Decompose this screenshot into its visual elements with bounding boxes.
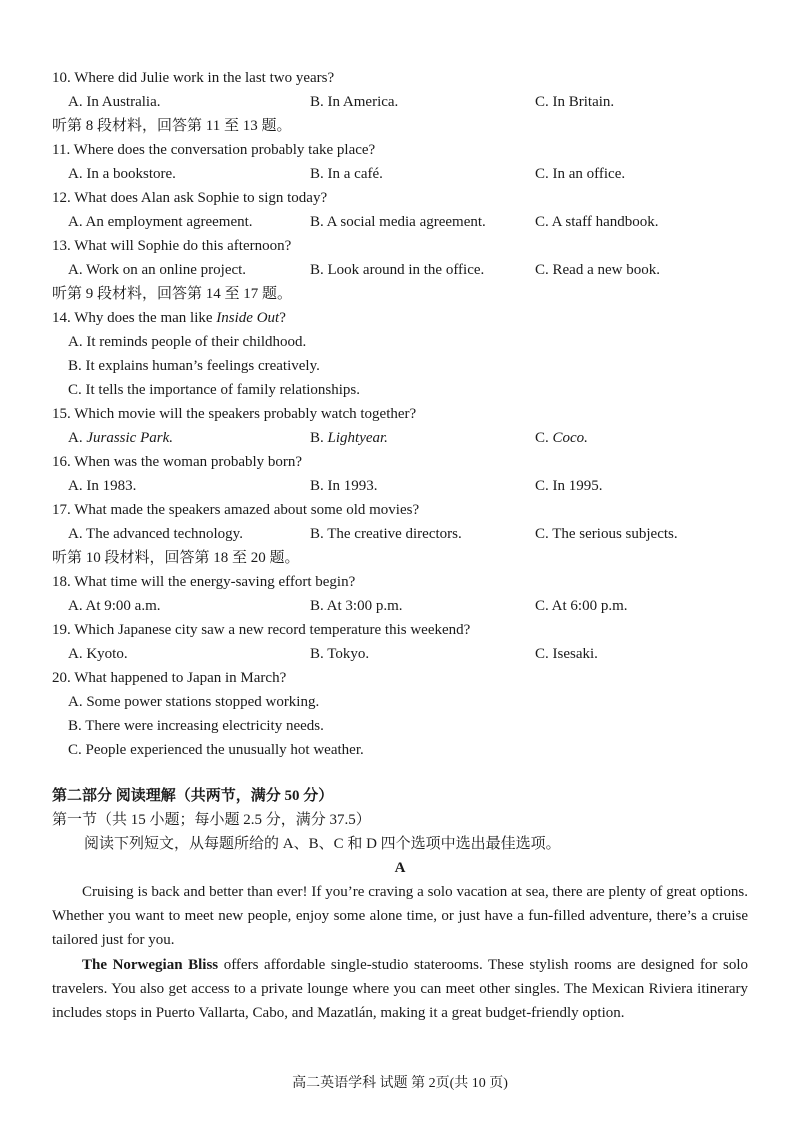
section-8-instruction: 听第 8 段材料，回答第 11 至 13 题。 [52,118,292,134]
section-9-instruction: 听第 9 段材料，回答第 14 至 17 题。 [52,286,293,302]
q18-option-a: A. At 9:00 a.m. [68,598,161,614]
q12-option-c: C. A staff handbook. [535,214,659,230]
q14-option-a: A. It reminds people of their childhood. [68,334,307,350]
question-11: 11. Where does the conversation probably take place? [52,142,376,158]
q14-option-c: C. It tells the importance of family relationships. [68,382,361,398]
q14-movie-title: Inside Out [216,310,280,326]
q17-option-c: C. The serious subjects. [535,526,678,542]
q15-c-title: Coco. [552,430,588,446]
question-16: 16. When was the woman probably born? [52,454,303,470]
q17-option-a: A. The advanced technology. [68,526,243,542]
q16-option-c: C. In 1995. [535,478,603,494]
q16-option-b: B. In 1993. [310,478,378,494]
part2-heading: 第二部分 阅读理解（共两节，满分 50 分） [52,788,334,804]
q15-c-prefix: C. [535,430,553,446]
q11-option-c: C. In an office. [535,166,626,182]
q14-text-post: ? [279,310,286,326]
part2-section1: 第一节（共 15 小题；每小题 2.5 分，满分 37.5） [52,812,371,828]
q20-option-a: A. Some power stations stopped working. [68,694,320,710]
q15-b-title: Lightyear. [327,430,388,446]
question-14 [52,308,286,328]
q15-option-b [310,428,388,448]
q18-option-c: C. At 6:00 p.m. [535,598,628,614]
q12-option-b: B. A social media agreement. [310,214,486,230]
question-15: 15. Which movie will the speakers probably watch together? [52,406,417,422]
passage-paragraph-2 [52,953,748,1025]
q15-a-prefix: A. [68,430,87,446]
q14-text-pre: 14. Why does the man like [52,310,217,326]
question-12: 12. What does Alan ask Sophie to sign today? [52,190,328,206]
q17-option-b: B. The creative directors. [310,526,462,542]
q16-option-a: A. In 1983. [68,478,137,494]
question-18: 18. What time will the energy-saving effort begin? [52,574,356,590]
question-10: 10. Where did Julie work in the last two years? [52,70,335,86]
question-13: 13. What will Sophie do this afternoon? [52,238,292,254]
q19-option-c: C. Isesaki. [535,646,598,662]
question-17: 17. What made the speakers amazed about some old movies? [52,502,420,518]
page-footer: 高二英语学科 试题 第 2页(共 10 页) [292,1076,508,1091]
q10-option-b: B. In America. [310,94,399,110]
q14-option-b: B. It explains human’s feelings creatively. [68,358,320,374]
q15-option-a [68,428,173,448]
question-19: 19. Which Japanese city saw a new record temperature this weekend? [52,622,471,638]
part2-instruction: 阅读下列短文，从每题所给的 A、B、C 和 D 四个选项中选出最佳选项。 [84,836,561,852]
q13-option-c: C. Read a new book. [535,262,660,278]
q10-option-a: A. In Australia. [68,94,161,110]
paragraph-2-text: offers affordable single-studio staterooms. These stylish rooms are designed for solo travelers. You also get access to a private lounge where you can meet other singles. The Mexican Riviera itinerary includes stops in Puerto Vallarta, Cabo, and Mazatlán, making it a great budget-friendly option. [52,957,748,1021]
q19-option-b: B. Tokyo. [310,646,370,662]
q20-option-c: C. People experienced the unusually hot weather. [68,742,364,758]
q13-option-a: A. Work on an online project. [68,262,247,278]
q10-option-c: C. In Britain. [535,94,615,110]
q15-a-title: Jurassic Park. [86,430,173,446]
passage-label: A [394,860,406,876]
ship-name: The Norwegian Bliss [82,957,219,973]
q20-option-b: B. There were increasing electricity needs. [68,718,324,734]
question-20: 20. What happened to Japan in March? [52,670,287,686]
q18-option-b: B. At 3:00 p.m. [310,598,403,614]
q19-option-a: A. Kyoto. [68,646,128,662]
q11-option-b: B. In a café. [310,166,383,182]
q15-option-c [535,428,588,448]
q11-option-a: A. In a bookstore. [68,166,176,182]
q12-option-a: A. An employment agreement. [68,214,253,230]
section-10-instruction: 听第 10 段材料，回答第 18 至 20 题。 [52,550,300,566]
q13-option-b: B. Look around in the office. [310,262,485,278]
passage-paragraph-1: Cruising is back and better than ever! If you’re craving a solo vacation at sea, there are plenty of great options. Whether you want to meet new people, enjoy some alone time, or just have a fun-filled adventure, there’s a cruise tailored just for you. [52,884,748,948]
q15-b-prefix: B. [310,430,328,446]
